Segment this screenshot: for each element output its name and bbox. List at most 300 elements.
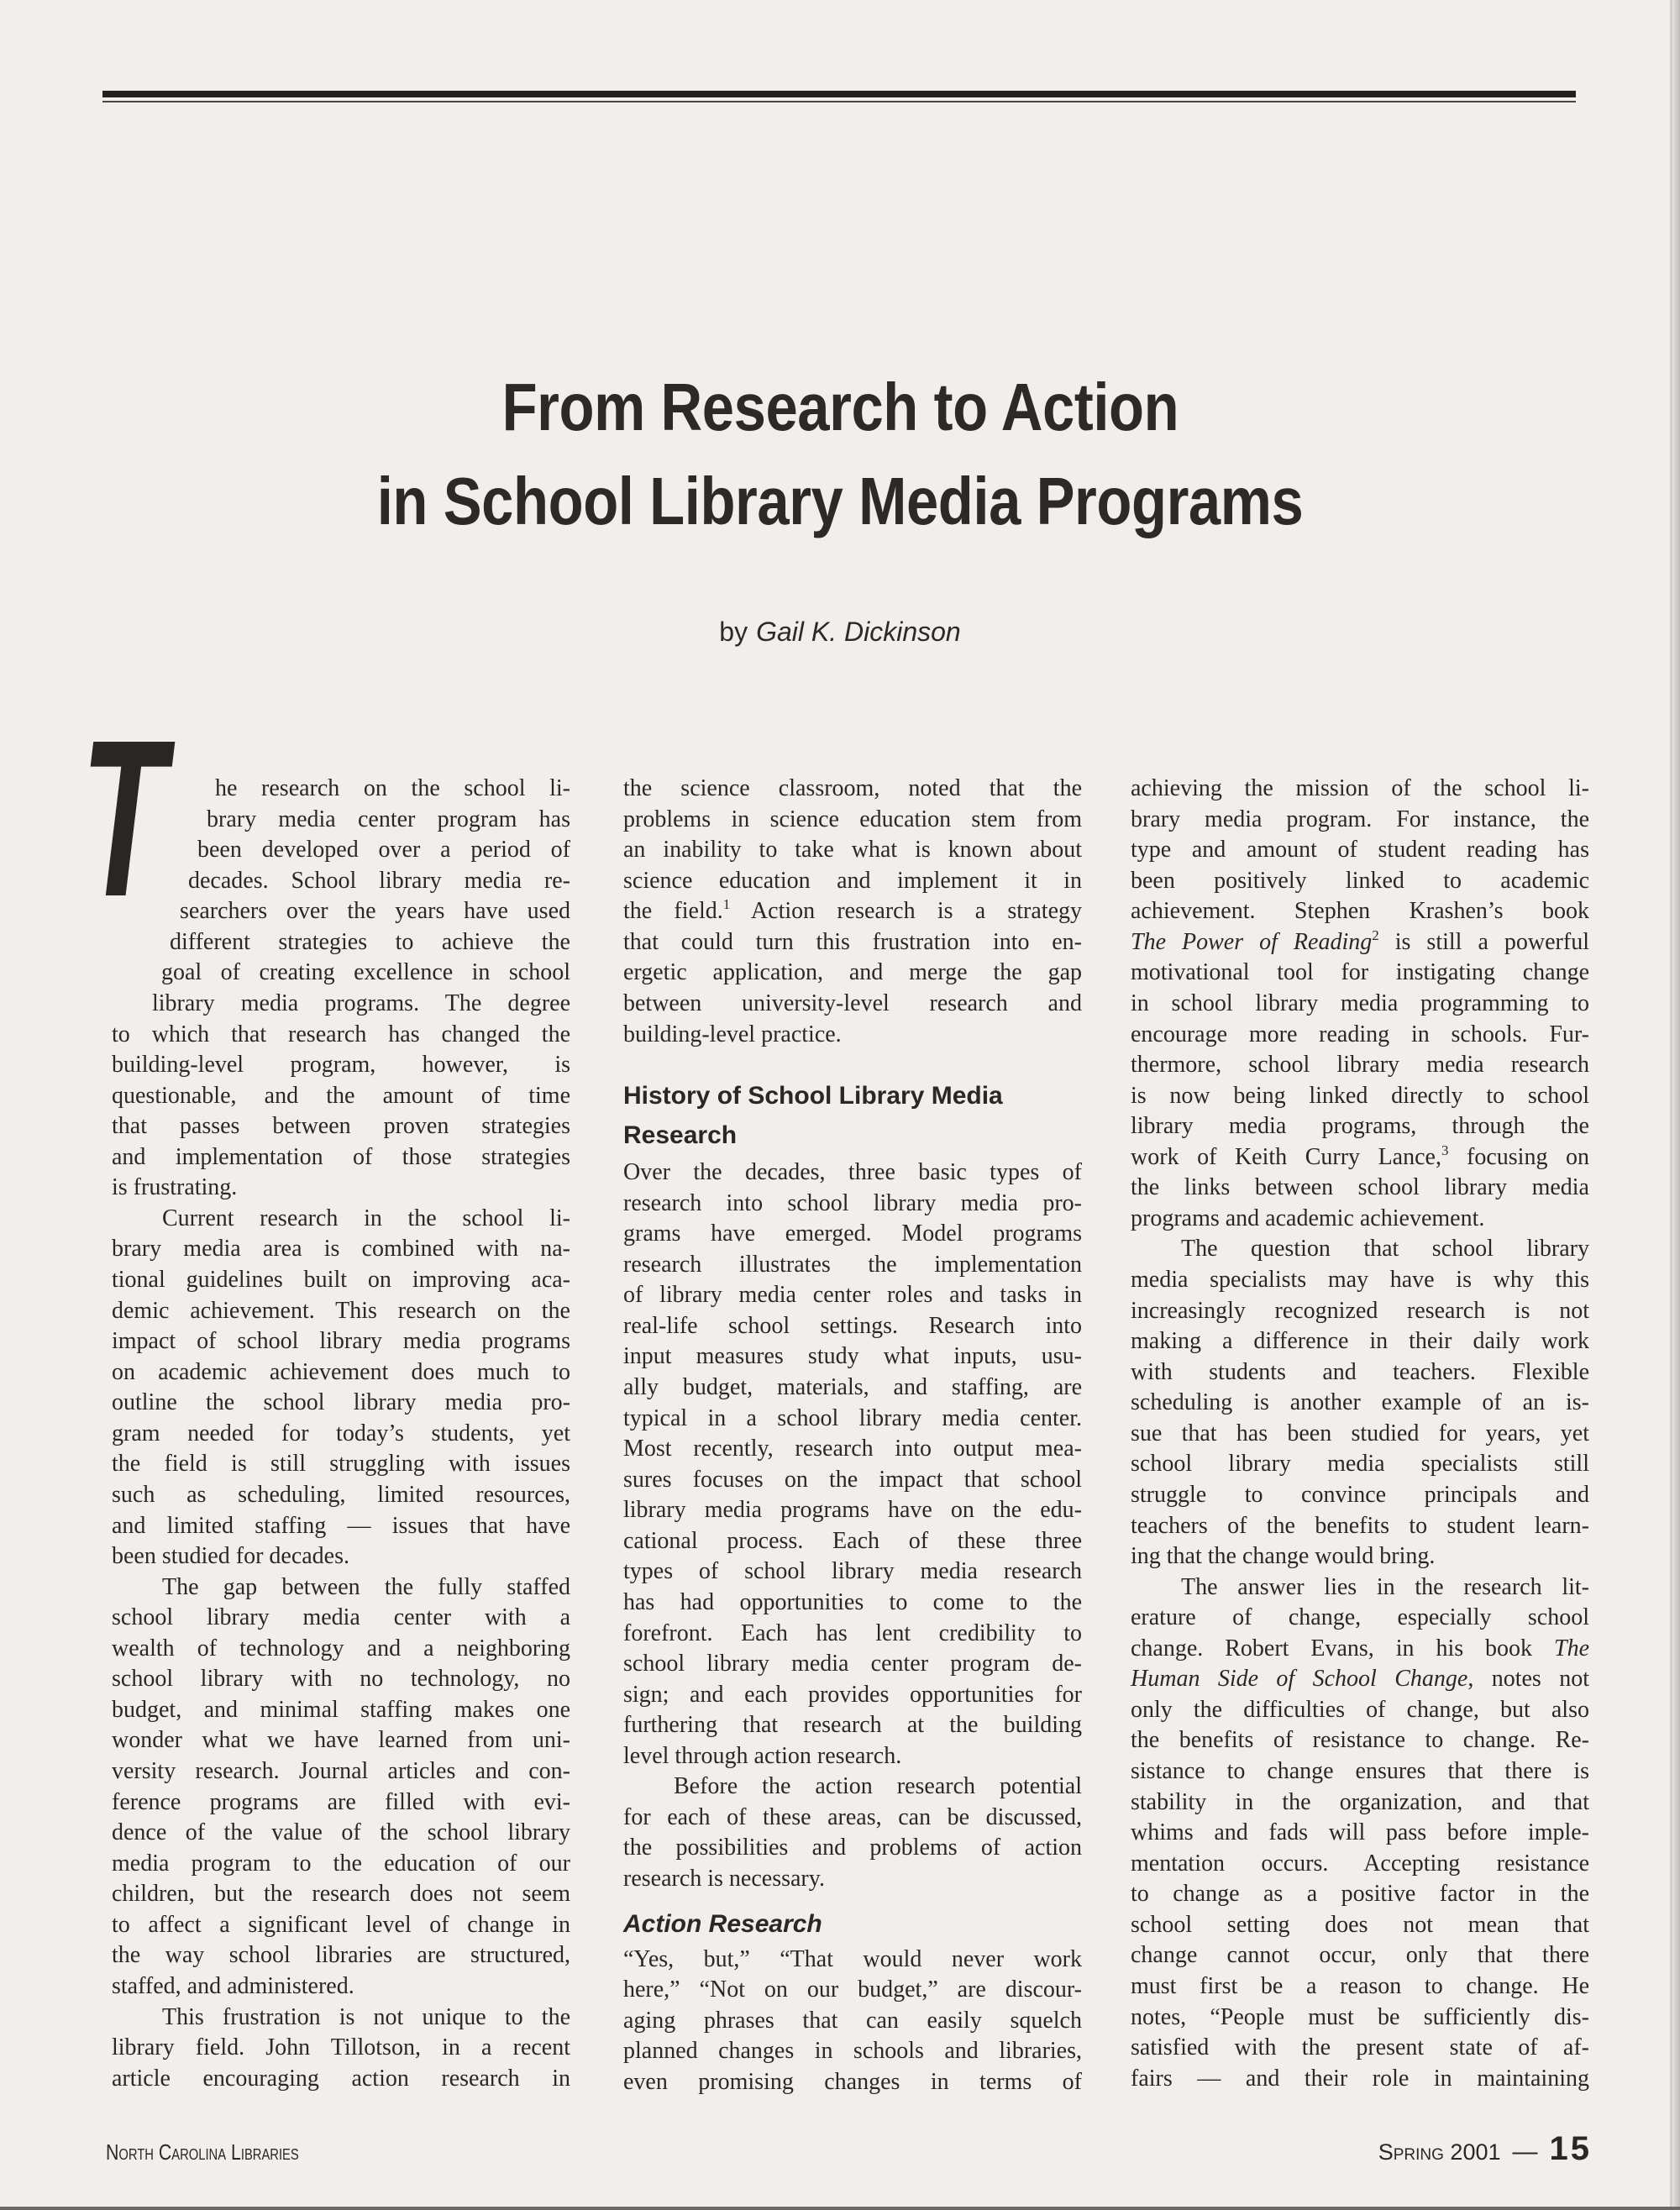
- line-text: children, but the research does not seem: [112, 1881, 570, 1908]
- footer-folio: [1378, 2132, 1592, 2173]
- text-line: [623, 1649, 1082, 1680]
- text-line: [112, 1940, 570, 1971]
- line-text: impact of school library media programs: [112, 1328, 570, 1355]
- text-line: [1131, 1849, 1589, 1880]
- line-text: been developed over a period of: [197, 837, 570, 864]
- text-line: [623, 1020, 1082, 1051]
- paragraph: [112, 2003, 570, 2095]
- text-segment: focusing on: [1448, 1143, 1589, 1170]
- text-line: [112, 1849, 570, 1880]
- text-line: [623, 1588, 1082, 1619]
- line-text: questionable, and the amount of time: [112, 1082, 570, 1109]
- text-line: [112, 774, 570, 805]
- line-text: forefront. Each has lent credibility to: [623, 1619, 1082, 1646]
- text-line: [112, 1725, 570, 1756]
- text-line: [112, 1818, 570, 1849]
- text-line: [112, 1234, 570, 1265]
- line-text: on academic achievement does much to: [112, 1358, 570, 1385]
- text-line: [112, 2033, 570, 2064]
- italic-text: The: [1554, 1635, 1589, 1661]
- footnote-reference: 2: [1372, 927, 1379, 943]
- line-text: making a difference in their daily work: [1131, 1328, 1589, 1355]
- line-text: versity research. Journal articles and con-: [112, 1758, 570, 1784]
- line-text: he research on the school li-: [215, 775, 570, 801]
- text-line: [1131, 774, 1589, 805]
- text-line: [623, 1680, 1082, 1711]
- text-line: [1131, 2064, 1589, 2095]
- line-text: between university-level research and: [623, 990, 1082, 1016]
- line-text: media specialists may have is why this: [1131, 1267, 1589, 1293]
- page-bottom-edge: [0, 2207, 1680, 2210]
- text-line: [1131, 1664, 1589, 1695]
- text-line: [112, 1756, 570, 1787]
- line-text: is now being linked directly to school: [1131, 1082, 1589, 1109]
- line-text: sue that has been studied for years, yet: [1131, 1420, 1589, 1446]
- line-text: ing that the change would bring.: [1131, 1543, 1436, 1570]
- text-line: [623, 2067, 1082, 2098]
- line-text: programs and academic achievement.: [1131, 1205, 1485, 1231]
- line-text: school library media center program de-: [623, 1651, 1082, 1677]
- drop-cap: T: [81, 694, 165, 943]
- text-line: [623, 1619, 1082, 1650]
- line-text: types of school library media research: [623, 1558, 1082, 1585]
- footnote-reference: 3: [1441, 1142, 1449, 1158]
- line-text: scheduling is another example of an is-: [1131, 1389, 1589, 1416]
- line-text: notes, “People must be sufficiently dis-: [1131, 2003, 1589, 2030]
- text-line: [1131, 805, 1589, 836]
- header-rule-thin: [102, 101, 1576, 102]
- line-text: library media programs have on the edu-: [623, 1497, 1082, 1524]
- text-line: [1131, 1787, 1589, 1819]
- line-text: been studied for decades.: [112, 1543, 349, 1570]
- text-line: [623, 1908, 1082, 1941]
- title-text: From Research to Action: [501, 370, 1179, 444]
- text-line: [112, 1511, 570, 1542]
- line-text: the links between school library media: [1131, 1174, 1589, 1201]
- line-text: library media programs, through the: [1131, 1113, 1589, 1140]
- line-text: budget, and minimal staffing makes one: [112, 1696, 570, 1723]
- line-text: library field. John Tillotson, in a recent: [112, 2034, 570, 2061]
- line-text: Current research in the school li-: [162, 1205, 570, 1231]
- text-line: [112, 1173, 570, 1204]
- line-text: [1131, 929, 1589, 955]
- text-segment: , notes not: [1467, 1666, 1589, 1693]
- line-text: “Yes, but,” “That would never work: [623, 1945, 1082, 1972]
- line-text: in school library media programming to: [1131, 990, 1589, 1016]
- line-text: the field is still struggling with issues: [112, 1451, 570, 1478]
- text-line: [623, 1115, 1082, 1155]
- text-line: [1131, 2003, 1589, 2034]
- line-text: outline the school library media pro-: [112, 1389, 570, 1416]
- text-line: [1131, 1603, 1589, 1634]
- text-line: [1131, 1541, 1589, 1572]
- line-text: whims and fads will pass before imple-: [1131, 1819, 1589, 1846]
- paragraph: [1131, 774, 1589, 1234]
- text-line: [1131, 1357, 1589, 1388]
- text-line: [112, 1664, 570, 1695]
- line-text: must first be a reason to change. He: [1131, 1972, 1589, 1999]
- author-name: Gail K. Dickinson: [756, 617, 961, 647]
- text-line: [1131, 896, 1589, 927]
- text-segment: Action research is a strategy: [730, 898, 1082, 925]
- text-line: [1131, 1173, 1589, 1204]
- line-text: achievement. Stephen Krashen’s book: [1131, 898, 1589, 925]
- text-line: [623, 1189, 1082, 1220]
- text-line: [623, 1803, 1082, 1834]
- line-text: Most recently, research into output mea-: [623, 1436, 1082, 1462]
- line-text: change cannot occur, only that there: [1131, 1942, 1589, 1969]
- line-text: History of School Library Media: [623, 1082, 1003, 1110]
- line-text: the way school libraries are structured,: [112, 1942, 570, 1969]
- paragraph: [623, 1772, 1082, 1894]
- line-text: building-level practice.: [623, 1021, 842, 1047]
- text-line: [1131, 1725, 1589, 1756]
- line-text: is frustrating.: [112, 1174, 238, 1201]
- text-line: [1131, 1818, 1589, 1849]
- text-line: [1131, 1234, 1589, 1265]
- line-text: school library media specialists still: [1131, 1451, 1589, 1478]
- line-text: goal of creating excellence in school: [161, 959, 570, 986]
- line-text: brary media center program has: [207, 806, 570, 832]
- line-text: thermore, school library media research: [1131, 1052, 1589, 1079]
- text-line: [623, 2036, 1082, 2067]
- text-line: [623, 1556, 1082, 1588]
- line-text: research illustrates the implementation: [623, 1251, 1082, 1278]
- line-text: achieving the mission of the school li-: [1131, 775, 1589, 801]
- line-text: This frustration is not unique to the: [162, 2003, 570, 2030]
- line-text: encourage more reading in schools. Fur-: [1131, 1021, 1589, 1047]
- text-line: [1131, 1634, 1589, 1665]
- text-line: [1131, 958, 1589, 989]
- text-line: [623, 1772, 1082, 1803]
- text-line: [1131, 866, 1589, 897]
- text-line: [623, 1404, 1082, 1435]
- text-line: [112, 1020, 570, 1051]
- line-text: teachers of the benefits to student learn-: [1131, 1512, 1589, 1539]
- line-text: searchers over the years have used: [180, 898, 570, 925]
- text-segment: change. Robert Evans, in his book: [1131, 1635, 1554, 1661]
- line-text: real-life school settings. Research into: [623, 1312, 1082, 1339]
- text-line: [623, 805, 1082, 836]
- paragraph: [112, 1572, 570, 2003]
- text-line: [112, 927, 570, 958]
- line-text: different strategies to achieve the: [170, 928, 570, 955]
- line-text: furthering that research at the building: [623, 1712, 1082, 1739]
- text-line: [1131, 927, 1589, 958]
- line-text: decades. School library media re-: [188, 867, 570, 894]
- text-line: [623, 1864, 1082, 1895]
- line-text: sures focuses on the impact that school: [623, 1466, 1082, 1493]
- text-line: [623, 1495, 1082, 1526]
- line-text: to change as a positive factor in the: [1131, 1881, 1589, 1908]
- text-line: [1131, 1971, 1589, 2003]
- text-line: [623, 1280, 1082, 1311]
- page-edge-shadow: [1670, 0, 1680, 2210]
- line-text: wonder what we have learned from uni-: [112, 1727, 570, 1754]
- text-line: [1131, 1879, 1589, 1910]
- line-text: and implementation of those strategies: [112, 1143, 570, 1170]
- paragraph: [623, 774, 1082, 1050]
- text-line: [623, 774, 1082, 805]
- title-text: in School Library Media Programs: [376, 464, 1304, 538]
- text-line: [1131, 835, 1589, 866]
- line-text: article encouraging action research in: [112, 2065, 570, 2092]
- text-line: [1131, 1050, 1589, 1081]
- text-line: [112, 1879, 570, 1910]
- line-text: stability in the organization, and that: [1131, 1788, 1589, 1815]
- text-line: [1131, 989, 1589, 1020]
- line-text: ference programs are filled with evi-: [112, 1788, 570, 1815]
- text-line: [112, 2003, 570, 2034]
- line-text: ally budget, materials, and staffing, are: [623, 1374, 1082, 1400]
- text-line: [1131, 1111, 1589, 1142]
- article-column-2: [623, 774, 1082, 2097]
- line-text: an inability to take what is known about: [623, 837, 1082, 864]
- text-line: [112, 1265, 570, 1296]
- italic-text: Human Side of School Change: [1131, 1666, 1468, 1693]
- line-text: typical in a school library media center.: [623, 1404, 1082, 1431]
- text-line: [1131, 1480, 1589, 1511]
- text-line: [112, 866, 570, 897]
- text-line: [623, 1741, 1082, 1772]
- line-text: Over the decades, three basic types of: [623, 1159, 1082, 1186]
- line-text: increasingly recognized research is not: [1131, 1297, 1589, 1324]
- text-line: [1131, 1142, 1589, 1173]
- text-line: [1131, 1940, 1589, 1971]
- text-line: [623, 1250, 1082, 1281]
- text-line: [112, 1111, 570, 1142]
- line-text: brary media area is combined with na-: [112, 1236, 570, 1262]
- section-heading: [623, 1908, 1082, 1941]
- text-line: [1131, 1020, 1589, 1051]
- line-text: wealth of technology and a neighboring: [112, 1635, 570, 1661]
- line-text: of library media center roles and tasks in: [623, 1282, 1082, 1309]
- line-text: with students and teachers. Flexible: [1131, 1358, 1589, 1385]
- text-line: [112, 1050, 570, 1081]
- article-title-line-2: [0, 454, 1680, 549]
- text-segment: is still a powerful: [1378, 928, 1589, 955]
- paragraph: [112, 1204, 570, 1572]
- line-text: motivational tool for instigating change: [1131, 959, 1589, 986]
- text-line: [1131, 1695, 1589, 1726]
- line-text: Research: [623, 1121, 738, 1150]
- paragraph: [1131, 1234, 1589, 1572]
- line-text: here,” “Not on our budget,” are discour-: [623, 1976, 1082, 2003]
- italic-text: The Power of Reading: [1131, 928, 1373, 955]
- line-text: planned changes in schools and libraries,: [623, 2038, 1082, 2065]
- line-text: the possibilities and problems of action: [623, 1835, 1082, 1861]
- text-line: [623, 896, 1082, 927]
- line-text: the science classroom, noted that the: [623, 775, 1082, 801]
- page-number: 15: [1549, 2130, 1592, 2167]
- text-line: [623, 1975, 1082, 2006]
- line-text: that passes between proven strategies: [112, 1113, 570, 1140]
- text-line: [1131, 1081, 1589, 1112]
- footer-publication: North Carolina Libraries: [106, 2139, 299, 2165]
- text-line: [112, 1634, 570, 1665]
- text-line: [112, 1603, 570, 1634]
- line-text: brary media program. For instance, the: [1131, 806, 1589, 832]
- text-line: [112, 1357, 570, 1388]
- line-text: such as scheduling, limited resources,: [112, 1481, 570, 1508]
- line-text: problems in science education stem from: [623, 806, 1082, 832]
- line-text: library media programs. The degree: [152, 990, 570, 1016]
- line-text: The answer lies in the research lit-: [1181, 1573, 1589, 1600]
- text-line: [112, 1541, 570, 1572]
- text-line: [1131, 1449, 1589, 1480]
- line-text: cational process. Each of these three: [623, 1527, 1082, 1554]
- text-line: [623, 1076, 1082, 1115]
- line-text: research into school library media pro-: [623, 1189, 1082, 1216]
- line-text: building-level program, however, is: [112, 1052, 570, 1079]
- header-rule: [102, 91, 1576, 97]
- text-line: [623, 1157, 1082, 1189]
- text-line: [1131, 1511, 1589, 1542]
- line-text: demic achievement. This research on the: [112, 1297, 570, 1324]
- text-line: [1131, 1265, 1589, 1296]
- line-text: grams have emerged. Model programs: [623, 1220, 1082, 1247]
- text-line: [623, 958, 1082, 989]
- text-line: [623, 1526, 1082, 1557]
- line-text: struggle to convince principals and: [1131, 1481, 1589, 1508]
- text-line: [623, 1373, 1082, 1404]
- section-heading: [623, 1076, 1082, 1155]
- text-line: [1131, 2033, 1589, 2064]
- text-line: [112, 1910, 570, 1941]
- text-line: [112, 1572, 570, 1604]
- line-text: sistance to change ensures that there is: [1131, 1758, 1589, 1784]
- footnote-reference: 1: [722, 896, 731, 913]
- line-text: that could turn this frustration into en-: [623, 928, 1082, 955]
- line-text: Action Research: [623, 1909, 822, 1938]
- text-line: [623, 989, 1082, 1020]
- line-text: been positively linked to academic: [1131, 867, 1589, 894]
- line-text: dence of the value of the school library: [112, 1819, 570, 1846]
- text-line: [112, 1480, 570, 1511]
- text-line: [112, 835, 570, 866]
- paragraph: [1131, 1572, 1589, 2095]
- text-segment: the field.: [623, 898, 723, 925]
- text-line: [623, 2006, 1082, 2037]
- line-text: media program to the education of our: [112, 1850, 570, 1877]
- article-title-line-1: [0, 360, 1680, 454]
- line-text: school library with no technology, no: [112, 1666, 570, 1693]
- text-segment: work of Keith Curry Lance,: [1131, 1143, 1441, 1170]
- line-text: aging phrases that can easily squelch: [623, 2007, 1082, 2034]
- line-text: level through action research.: [623, 1742, 902, 1769]
- line-text: [1131, 1144, 1589, 1170]
- text-line: [1131, 1204, 1589, 1235]
- text-line: [623, 1219, 1082, 1250]
- text-line: [112, 1449, 570, 1480]
- text-line: [112, 805, 570, 836]
- line-text: school setting does not mean that: [1131, 1911, 1589, 1938]
- line-text: even promising changes in terms of: [623, 2068, 1082, 2095]
- text-line: [112, 958, 570, 989]
- line-text: [1131, 1635, 1589, 1661]
- text-line: [112, 1081, 570, 1112]
- line-text: erature of change, especially school: [1131, 1604, 1589, 1631]
- text-line: [112, 896, 570, 927]
- text-line: [623, 1434, 1082, 1465]
- text-line: [112, 1971, 570, 2003]
- line-text: [1131, 1666, 1589, 1692]
- text-line: [112, 1326, 570, 1357]
- byline: [0, 615, 1680, 648]
- line-text: gram needed for today’s students, yet: [112, 1420, 570, 1446]
- line-text: sign; and each provides opportunities for: [623, 1681, 1082, 1708]
- line-text: research is necessary.: [623, 1866, 825, 1892]
- text-line: [623, 866, 1082, 897]
- line-text: school library media center with a: [112, 1604, 570, 1631]
- line-text: fairs — and their role in maintaining: [1131, 2065, 1589, 2092]
- article-column-3: [1131, 774, 1589, 2094]
- line-text: staffed, and administered.: [112, 1972, 354, 1999]
- line-text: The question that school library: [1181, 1236, 1589, 1262]
- text-line: [112, 1695, 570, 1726]
- line-text: to affect a significant level of change in: [112, 1911, 570, 1938]
- paragraph: [623, 1157, 1082, 1772]
- text-line: [112, 1142, 570, 1173]
- text-line: [112, 1388, 570, 1419]
- text-line: [1131, 1296, 1589, 1327]
- line-text: the benefits of resistance to change. Re-: [1131, 1727, 1589, 1754]
- text-line: [623, 1710, 1082, 1741]
- text-line: [623, 1341, 1082, 1373]
- text-line: [112, 1419, 570, 1450]
- text-line: [112, 1204, 570, 1235]
- line-text: The gap between the fully staffed: [162, 1573, 570, 1600]
- text-line: [1131, 1572, 1589, 1604]
- line-text: satisfied with the present state of af-: [1131, 2034, 1589, 2061]
- text-line: [623, 1465, 1082, 1496]
- line-text: for each of these areas, can be discussed,: [623, 1803, 1082, 1830]
- line-text: mentation occurs. Accepting resistance: [1131, 1850, 1589, 1877]
- article-column-1: [112, 774, 570, 2094]
- text-line: [1131, 1388, 1589, 1419]
- text-line: [623, 1311, 1082, 1342]
- line-text: type and amount of student reading has: [1131, 837, 1589, 864]
- text-line: [1131, 1419, 1589, 1450]
- text-line: [112, 989, 570, 1020]
- line-text: [623, 898, 1082, 924]
- text-line: [1131, 1910, 1589, 1941]
- paragraph: [112, 774, 570, 1204]
- line-text: has had opportunities to come to the: [623, 1588, 1082, 1615]
- text-line: [1131, 1756, 1589, 1787]
- byline-prefix: by: [719, 617, 748, 647]
- paragraph: [623, 1945, 1082, 2098]
- line-text: and limited staffing — issues that have: [112, 1512, 570, 1539]
- line-text: tional guidelines built on improving aca-: [112, 1267, 570, 1293]
- text-line: [112, 2064, 570, 2095]
- line-text: science education and implement it in: [623, 867, 1082, 894]
- footer-separator: —: [1512, 2138, 1538, 2165]
- text-line: [112, 1787, 570, 1819]
- text-line: [623, 835, 1082, 866]
- footer-issue: Spring 2001: [1378, 2139, 1501, 2165]
- line-text: Before the action research potential: [674, 1773, 1082, 1800]
- line-text: to which that research has changed the: [112, 1021, 570, 1047]
- line-text: input measures study what inputs, usu-: [623, 1343, 1082, 1370]
- line-text: only the difficulties of change, but also: [1131, 1696, 1589, 1723]
- line-text: ergetic application, and merge the gap: [623, 959, 1082, 986]
- text-line: [112, 1296, 570, 1327]
- text-line: [623, 1945, 1082, 1976]
- text-line: [1131, 1326, 1589, 1357]
- text-line: [623, 1833, 1082, 1864]
- text-line: [623, 927, 1082, 958]
